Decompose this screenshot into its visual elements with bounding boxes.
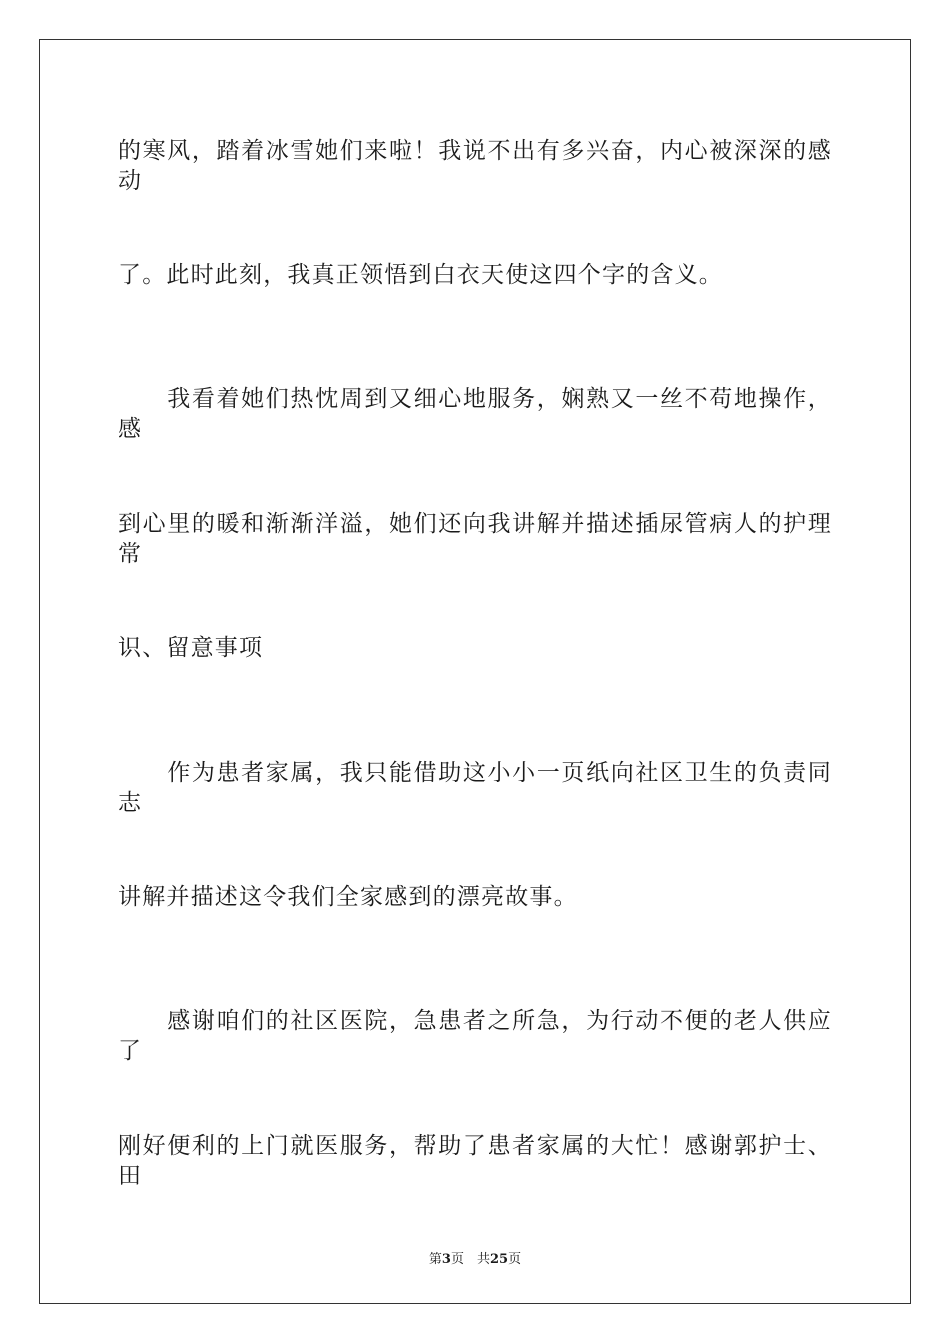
page-border (39, 39, 911, 1304)
page-footer (0, 1248, 950, 1267)
footer-prefix: 第 (428, 1252, 442, 1267)
current-page-number: 3 (441, 1252, 451, 1267)
body-text-line: 感谢咱们的社区医院，急患者之所急，为行动不便的老人供应了 (118, 1008, 832, 1064)
body-text-line: 了。此时此刻，我真正领悟到白衣天使这四个字的含义。 (118, 262, 723, 288)
footer-suffix: 页 (508, 1252, 522, 1267)
body-text-line: 的寒风，踏着冰雪她们来啦！我说不出有多兴奋，内心被深深的感动 (118, 138, 832, 194)
body-text-line: 刚好便利的上门就医服务，帮助了患者家属的大忙！感谢郭护士、田 (118, 1133, 832, 1189)
body-text-line: 识、留意事项 (118, 635, 264, 661)
body-text-line: 讲解并描述这令我们全家感到的漂亮故事。 (118, 884, 578, 910)
footer-middle: 页 共 (450, 1252, 490, 1267)
body-text-line: 我看着她们热忱周到又细心地服务，娴熟又一丝不苟地操作，感 (118, 386, 832, 442)
body-text-line: 作为患者家属，我只能借助这小小一页纸向社区卫生的负责同志 (118, 760, 832, 816)
body-text-line: 到心里的暖和渐渐洋溢，她们还向我讲解并描述插尿管病人的护理常 (118, 511, 832, 567)
total-page-count: 25 (489, 1252, 509, 1267)
